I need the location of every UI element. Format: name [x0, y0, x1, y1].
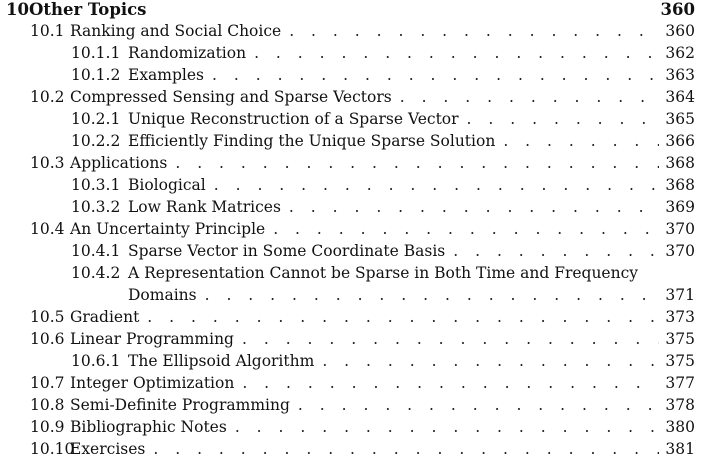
dot-leader	[322, 352, 659, 370]
toc-subsection-entry[interactable]	[71, 44, 695, 66]
entry-title: Unique Reconstruction of a Sparse Vector	[128, 110, 459, 128]
entry-title: Exercises	[70, 440, 146, 458]
dot-leader	[503, 132, 659, 150]
toc-subsection-entry[interactable]	[71, 66, 695, 88]
dot-leader	[214, 176, 660, 194]
entry-title: Integer Optimization	[70, 374, 235, 392]
entry-title: Bibliographic Notes	[70, 418, 227, 436]
dot-leader	[453, 242, 659, 260]
entry-number: 10.3	[30, 154, 65, 172]
toc-section-entry[interactable]	[30, 88, 695, 110]
entry-number: 10.2.1	[71, 110, 121, 128]
entry-number: 10.3.1	[71, 176, 121, 194]
entry-number: 10.9	[30, 418, 65, 436]
entry-page-number: 368	[665, 176, 695, 194]
toc-subsection-entry[interactable]	[71, 176, 695, 198]
entry-number: 10.4.2	[71, 264, 121, 282]
toc-section-entry[interactable]	[30, 418, 695, 440]
entry-page-number: 370	[665, 220, 695, 238]
entry-title: A Representation Cannot be Sparse in Both Time and Frequency	[128, 264, 639, 282]
toc-subsection-entry[interactable]	[71, 198, 695, 220]
dot-leader	[205, 286, 660, 304]
entry-number: 10.1.1	[71, 44, 121, 62]
entry-title: Compressed Sensing and Sparse Vectors	[70, 88, 392, 106]
entry-title: Biological	[128, 176, 206, 194]
entry-page-number: 381	[665, 440, 695, 458]
toc-section-entry[interactable]	[30, 440, 695, 462]
entry-page-number: 375	[665, 330, 695, 348]
entry-page-number: 370	[665, 242, 695, 260]
entry-number: 10.2	[30, 88, 65, 106]
dot-leader	[273, 220, 659, 238]
toc-section-entry[interactable]	[30, 308, 695, 330]
chapter-number: 10	[6, 0, 29, 19]
entry-page-number: 368	[665, 154, 695, 172]
toc-section-entry[interactable]	[30, 330, 695, 352]
entry-page-number: 360	[665, 22, 695, 40]
entry-number: 10.3.2	[71, 198, 121, 216]
entry-title: Sparse Vector in Some Coordinate Basis	[128, 242, 446, 260]
entry-title: Examples	[128, 66, 205, 84]
toc-section-entry[interactable]	[30, 22, 695, 44]
toc-subsection-entry[interactable]	[71, 352, 695, 374]
chapter-heading[interactable]	[6, 0, 695, 22]
entry-title: Linear Programming	[70, 330, 234, 348]
entry-page-number: 366	[665, 132, 695, 150]
dot-leader	[298, 396, 660, 414]
dot-leader	[289, 22, 659, 40]
entry-number: 10.4	[30, 220, 65, 238]
entry-number: 10.5	[30, 308, 65, 326]
dot-leader	[254, 44, 659, 62]
dot-leader	[242, 374, 659, 392]
dot-leader	[153, 440, 659, 458]
chapter-title: Other Topics	[29, 0, 147, 19]
entry-page-number: 369	[665, 198, 695, 216]
entry-page-number: 375	[665, 352, 695, 370]
entry-number: 10.2.2	[71, 132, 121, 150]
entry-title: Efficiently Finding the Unique Sparse Solution	[128, 132, 496, 150]
entry-title: Domains	[128, 286, 197, 304]
dot-leader	[467, 110, 660, 128]
dot-leader	[400, 88, 660, 106]
dot-leader	[212, 66, 659, 84]
toc-subsection-entry[interactable]	[71, 242, 695, 264]
dot-leader	[147, 308, 659, 326]
entry-number: 10.8	[30, 396, 65, 414]
chapter-page: 360	[660, 0, 695, 19]
toc-subsection-entry[interactable]	[71, 286, 695, 308]
entry-title: Applications	[70, 154, 168, 172]
entry-number: 10.7	[30, 374, 65, 392]
toc-subsection-entry[interactable]	[71, 132, 695, 154]
toc-entry-wrapped-line[interactable]	[71, 264, 695, 286]
entry-number: 10.10	[30, 440, 75, 458]
toc-section-entry[interactable]	[30, 374, 695, 396]
entry-number: 10.6	[30, 330, 65, 348]
entry-page-number: 363	[665, 66, 695, 84]
entry-title: Ranking and Social Choice	[70, 22, 282, 40]
entry-page-number: 377	[665, 374, 695, 392]
entry-page-number: 378	[665, 396, 695, 414]
toc-section-entry[interactable]	[30, 154, 695, 176]
entry-page-number: 362	[665, 44, 695, 62]
entry-title: Low Rank Matrices	[128, 198, 281, 216]
entry-page-number: 364	[665, 88, 695, 106]
entry-title: An Uncertainty Principle	[70, 220, 266, 238]
toc-section-entry[interactable]	[30, 220, 695, 242]
entry-page-number: 373	[665, 308, 695, 326]
dot-leader	[235, 418, 660, 436]
entry-title: Gradient	[70, 308, 140, 326]
entry-page-number: 371	[665, 286, 695, 304]
entry-page-number: 380	[665, 418, 695, 436]
dot-leader	[175, 154, 659, 172]
entry-page-number: 365	[665, 110, 695, 128]
dot-leader	[242, 330, 659, 348]
entry-title: Randomization	[128, 44, 247, 62]
toc-section-entry[interactable]	[30, 396, 695, 418]
entry-number: 10.6.1	[71, 352, 121, 370]
entry-title: Semi-Definite Programming	[70, 396, 290, 414]
dot-leader	[289, 198, 660, 216]
toc-subsection-entry[interactable]	[71, 110, 695, 132]
entry-title: The Ellipsoid Algorithm	[128, 352, 315, 370]
entry-number: 10.1	[30, 22, 65, 40]
entry-number: 10.4.1	[71, 242, 121, 260]
entry-number: 10.1.2	[71, 66, 121, 84]
